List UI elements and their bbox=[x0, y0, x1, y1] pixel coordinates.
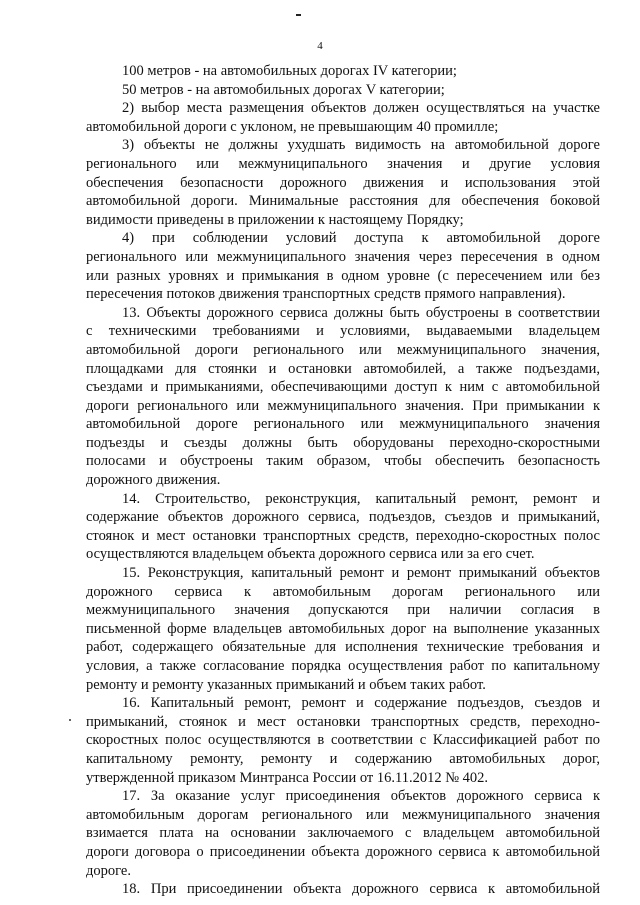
text-line: условия, а также согласование порядка осуществления работ по капитальному bbox=[86, 658, 600, 674]
text-line: 2) выбор места размещения объектов должен осуществляться на участке bbox=[122, 100, 600, 117]
text-line: с техническими требованиями и условиями, выдаваемыми владельцем bbox=[86, 323, 600, 340]
text-line: 16. Капитальный ремонт, ремонт и содержание подъездов, съездов и bbox=[122, 695, 600, 712]
text-line: скоростных полос осуществляются в соответствии с Классификацией работ по bbox=[86, 732, 600, 749]
text-line: 3) объекты не должны ухудшать видимость на автомобильной дороге bbox=[122, 137, 600, 154]
text-line: пересечения потоков движения транспортных средств прямого направления). bbox=[86, 286, 566, 303]
text-line: 50 метров - на автомобильных дорогах V категории; bbox=[122, 81, 445, 98]
scan-mark bbox=[296, 14, 301, 16]
text-line: капитальному ремонту, ремонту и содержанию автомобильных дорог, bbox=[86, 750, 600, 767]
text-line: примыканий, стоянок и мест остановки транспортных средств, переходно- bbox=[86, 713, 600, 730]
text-line: межмуниципального значения допускаются при наличии согласия в bbox=[86, 602, 600, 619]
text-line: ремонту и ремонту указанных примыканий и объем таких работ. bbox=[86, 676, 486, 693]
text-line: автомобильной дороги регионального или межмуниципального значения, bbox=[86, 341, 600, 358]
document-body bbox=[86, 62, 600, 899]
text-line: или разных уровнях и примыкания в одном уровне (с пересечением или без bbox=[86, 267, 600, 284]
text-line: стоянок и мест остановки транспортных средств, переходно-скоростных полос bbox=[86, 527, 600, 544]
text-line: 15. Реконструкция, капитальный ремонт и ремонт примыканий объектов bbox=[122, 565, 600, 582]
text-line: автомобильной дороги с уклоном, не превышающим 40 промилле; bbox=[86, 118, 499, 135]
text-line: регионального или межмуниципального значения и другие условия bbox=[86, 155, 600, 172]
text-line: дороге. bbox=[86, 862, 131, 879]
text-line: письменной форме владельцев автомобильных дорог на выполнение указанных bbox=[86, 620, 600, 637]
text-line: дорожного движения. bbox=[86, 472, 221, 489]
text-line: площадками для стоянки и остановки автомобилей, а также подъездами, bbox=[86, 360, 600, 377]
text-line: дороги регионального или межмуниципального значения. При примыкании к bbox=[86, 397, 600, 414]
text-line: 17. За оказание услуг присоединения объектов дорожного сервиса к bbox=[122, 788, 600, 805]
text-line: автомобильной дороги. Минимальные расстояния для обеспечения боковой bbox=[86, 193, 600, 210]
text-line: взимается плата на основании заключаемого с владельцем автомобильной bbox=[86, 825, 600, 842]
page-number: 4 bbox=[317, 40, 323, 52]
text-line: осуществляются владельцем объекта дорожного сервиса или за его счет. bbox=[86, 546, 535, 563]
text-line: утвержденной приказом Минтранса России от 16.11.2012 № 402. bbox=[86, 769, 489, 786]
text-line: 100 метров - на автомобильных дорогах IV категории; bbox=[122, 63, 457, 79]
text-line: содержание объектов дорожного сервиса, подъездов, съездов и примыканий, bbox=[86, 509, 600, 526]
text-line: подъезды и съезды должны быть оборудованы переходно-скоростными bbox=[86, 434, 600, 451]
text-line: обеспечения безопасности дорожного движения и использования этой bbox=[86, 174, 600, 191]
text-line: автомобильным дорогам регионального или межмуниципального значения bbox=[86, 806, 600, 823]
text-line: работ, содержащего обязательные для исполнения технические требования и bbox=[86, 639, 600, 656]
text-line: автомобильной дороге регионального или межмуниципального значения bbox=[86, 416, 600, 433]
text-line: полосами и обустроены таким образом, чтобы обеспечить безопасность bbox=[86, 453, 600, 470]
text-line: дорожного сервиса к автомобильным дорогам регионального или bbox=[86, 583, 600, 600]
scan-speck bbox=[69, 719, 71, 721]
text-line: 18. При присоединении объекта дорожного сервиса к автомобильной bbox=[122, 881, 600, 898]
text-line: съездами и примыканиями, обеспечивающими доступ к ним с автомобильной bbox=[86, 379, 600, 396]
text-line: регионального или межмуниципального значения через пересечения в одном bbox=[86, 248, 600, 265]
text-line: 14. Строительство, реконструкция, капитальный ремонт, ремонт и bbox=[122, 490, 600, 507]
text-line: видимости приведены в приложении к настоящему Порядку; bbox=[86, 211, 464, 228]
text-line: 13. Объекты дорожного сервиса должны быть обустроены в соответствии bbox=[122, 304, 600, 321]
text-line: 4) при соблюдении условий доступа к автомобильной дороге bbox=[122, 230, 600, 247]
text-line: дороги договора о присоединении объекта дорожного сервиса к автомобильной bbox=[86, 843, 600, 860]
